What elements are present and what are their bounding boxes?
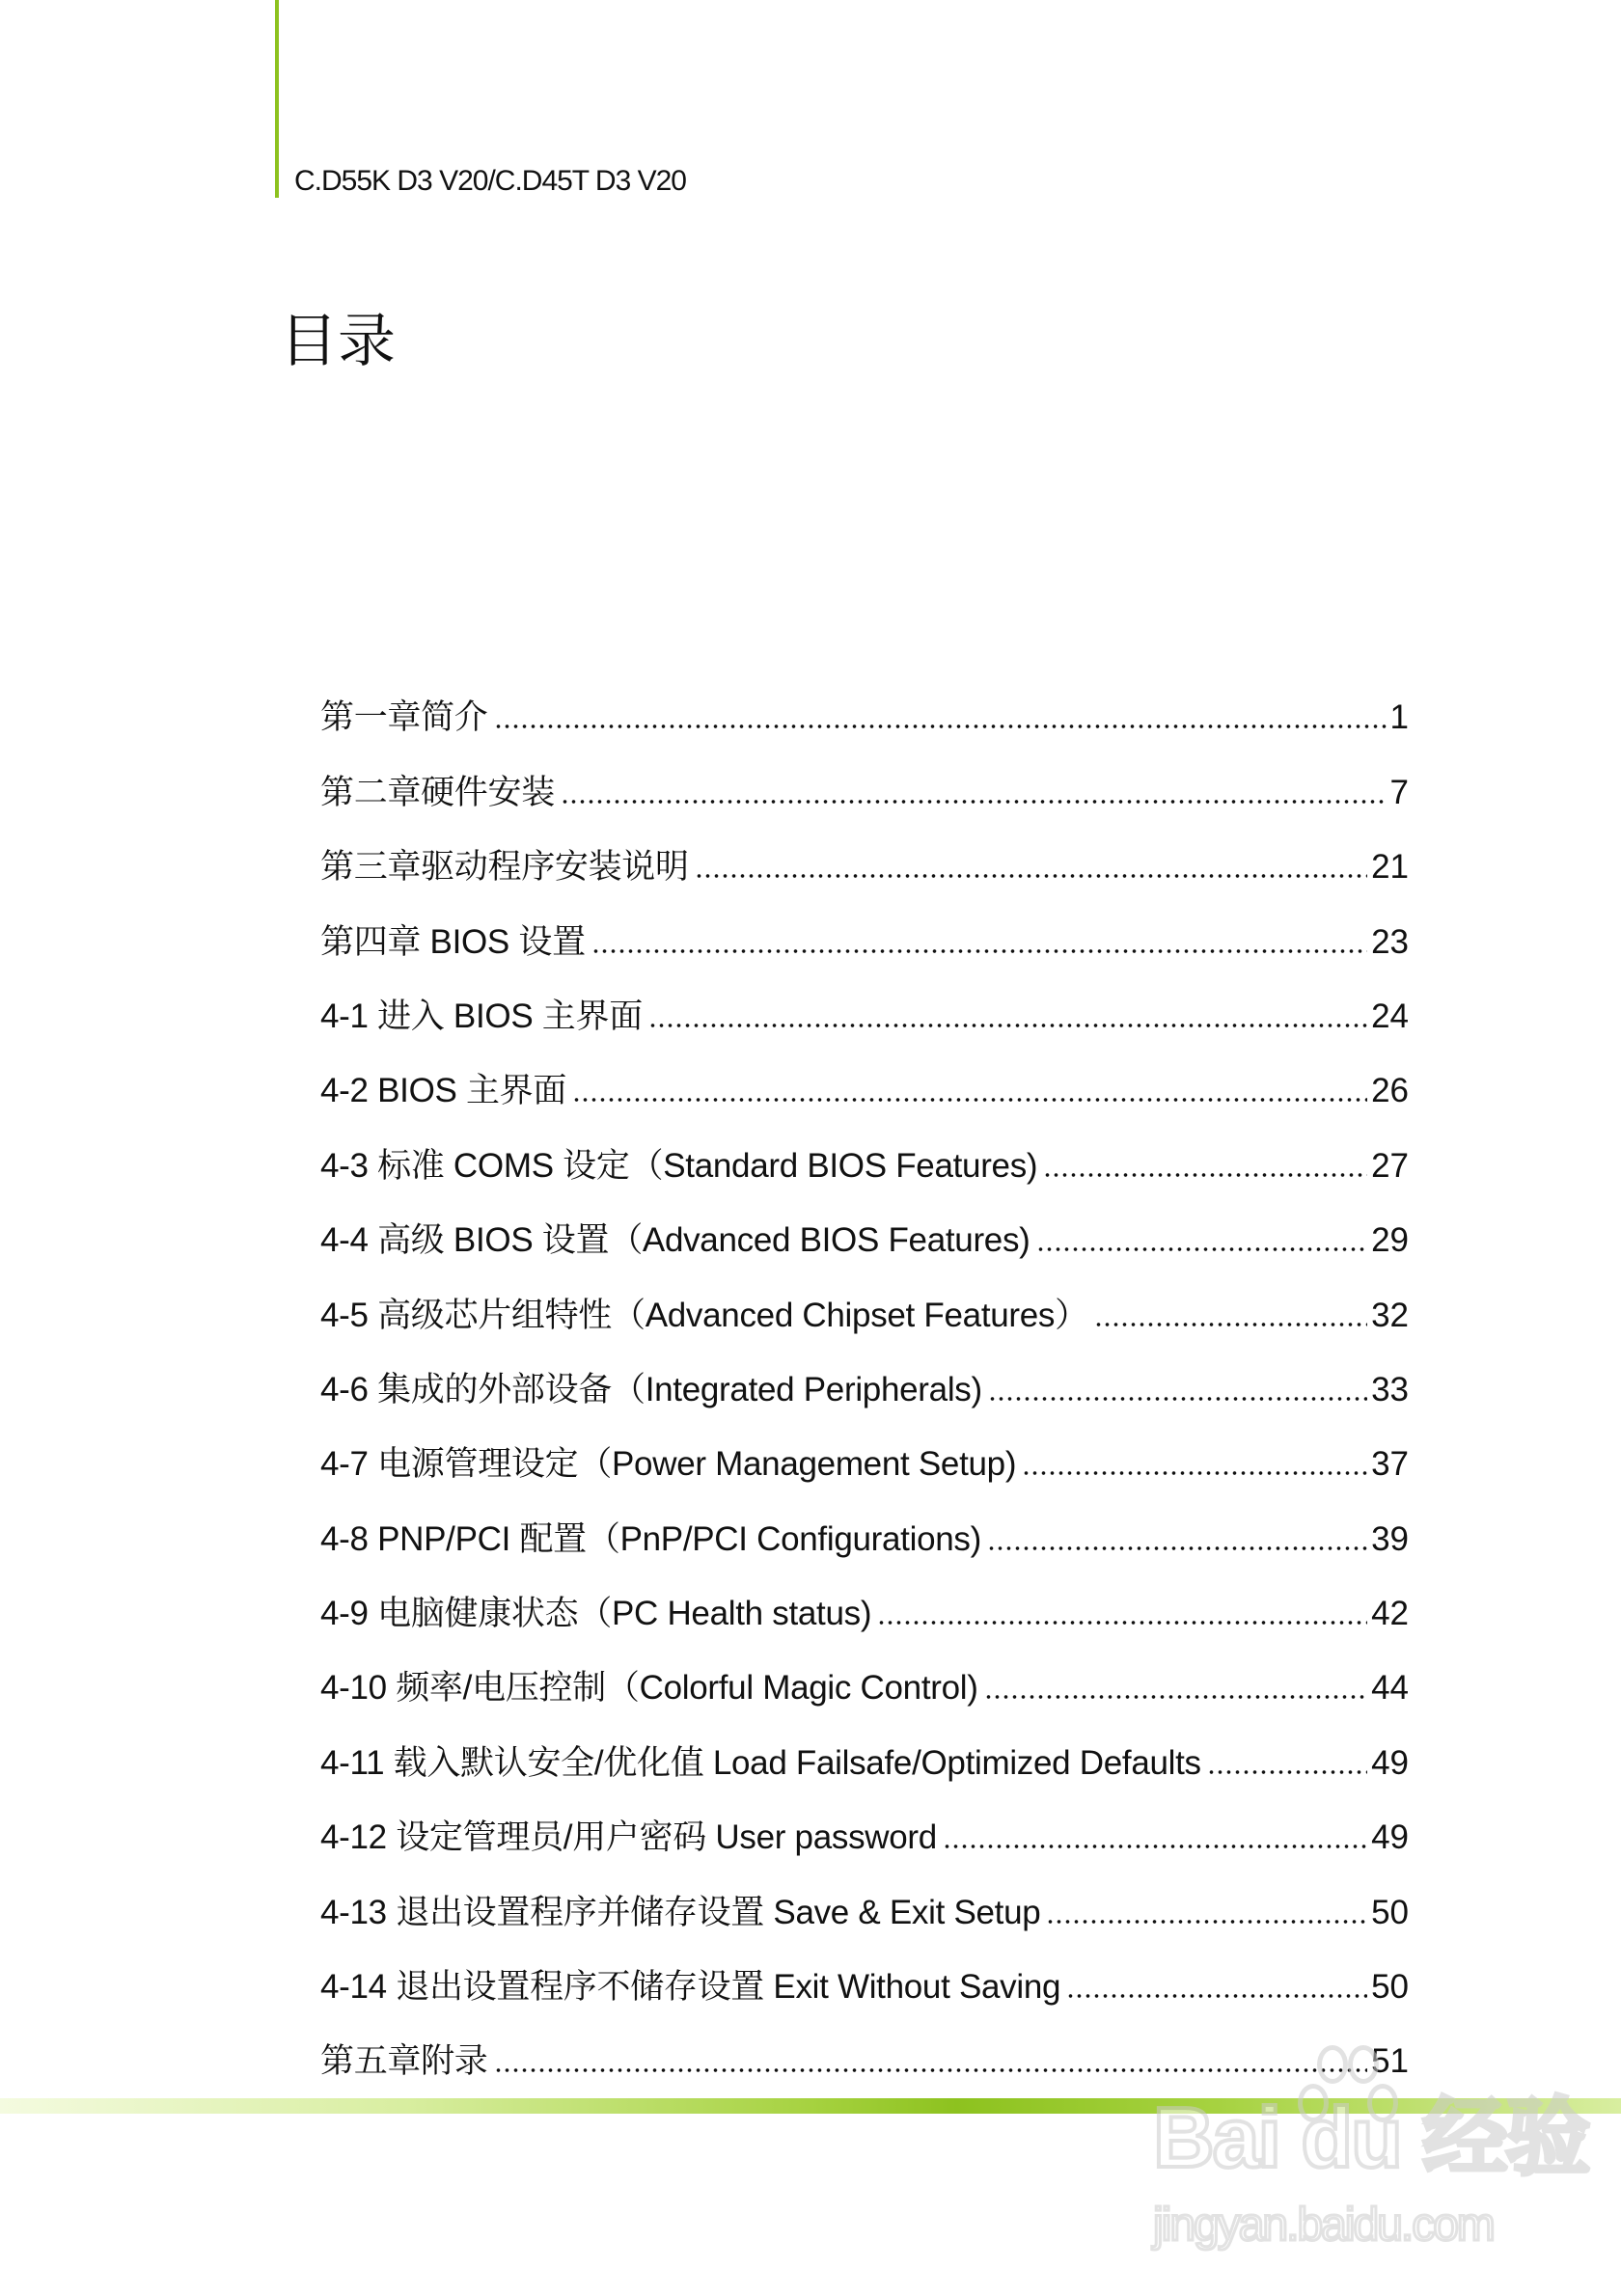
toc-entry-label: 4-10 频率/电压控制（Colorful Magic Control): [320, 1669, 978, 1708]
toc-entry-page: 24: [1371, 997, 1409, 1035]
toc-entry-page: 50: [1371, 1893, 1409, 1931]
dot-leader: [648, 1024, 1367, 1027]
toc-entry-label: 第三章驱动程序安装说明: [320, 848, 689, 887]
dot-leader: [695, 874, 1367, 878]
dot-leader: [494, 724, 1387, 728]
toc-entry-page: 32: [1371, 1296, 1409, 1334]
toc-entry-page: 37: [1371, 1445, 1409, 1484]
dot-leader: [1022, 1471, 1367, 1475]
toc-entry-page: 29: [1371, 1221, 1409, 1260]
toc-entry[interactable]: [320, 1858, 1409, 1932]
watermark-brand: Bai du 经验: [1153, 2090, 1589, 2185]
dot-leader: [1046, 1920, 1367, 1924]
toc-entry[interactable]: [320, 1708, 1409, 1783]
toc-entry[interactable]: [320, 1261, 1409, 1335]
toc-entry-label: 4-2 BIOS 主界面: [320, 1072, 567, 1110]
dot-leader: [572, 1098, 1367, 1102]
toc-entry-page: 23: [1371, 922, 1409, 961]
dot-leader: [1036, 1247, 1368, 1251]
toc-entry-page: 51: [1371, 2042, 1409, 2081]
toc-entry[interactable]: [320, 1933, 1409, 2008]
toc-entry-label: 4-3 标准 COMS 设定（Standard BIOS Features): [320, 1146, 1038, 1185]
toc-entry-label: 第一章简介: [320, 698, 488, 737]
toc-entry[interactable]: [320, 738, 1409, 812]
page-title: 目录: [280, 309, 396, 373]
toc-entry-page: 33: [1371, 1370, 1409, 1408]
dot-leader: [943, 1845, 1367, 1848]
toc-entry-label: 第二章硬件安装: [320, 773, 555, 811]
toc-entry[interactable]: [320, 1634, 1409, 1708]
dot-leader: [987, 1546, 1367, 1550]
toc-entry-label: 4-7 电源管理设定（Power Management Setup): [320, 1445, 1017, 1484]
toc-entry-page: 7: [1389, 773, 1409, 811]
dot-leader: [1066, 1994, 1367, 1998]
toc-entry[interactable]: [320, 1410, 1409, 1485]
toc-entry-label: 4-13 退出设置程序并储存设置 Save & Exit Setup: [320, 1893, 1041, 1931]
dot-leader: [1043, 1173, 1367, 1177]
toc-entry-label: 4-5 高级芯片组特性（Advanced Chipset Features）: [320, 1296, 1088, 1334]
toc-entry-page: 27: [1371, 1146, 1409, 1185]
dot-leader: [984, 1695, 1367, 1699]
toc-entry-label: 4-4 高级 BIOS 设置（Advanced BIOS Features): [320, 1221, 1030, 1260]
model-header: C.D55K D3 V20/C.D45T D3 V20: [294, 165, 686, 197]
toc-entry-page: 26: [1371, 1072, 1409, 1110]
toc-entry-label: 第五章附录: [320, 2042, 488, 2081]
dot-leader: [988, 1397, 1367, 1401]
toc-entry-page: 21: [1371, 848, 1409, 887]
toc-entry-page: 39: [1371, 1519, 1409, 1558]
toc-entry[interactable]: [320, 1560, 1409, 1634]
dot-leader: [1094, 1323, 1367, 1326]
toc-entry-page: 50: [1371, 1968, 1409, 2007]
toc-entry-page: 44: [1371, 1669, 1409, 1708]
toc-entry[interactable]: [320, 1111, 1409, 1186]
toc-entry[interactable]: [320, 1037, 1409, 1111]
toc-entry-label: 4-1 进入 BIOS 主界面: [320, 997, 643, 1035]
toc-entry-page: 1: [1389, 698, 1409, 737]
toc-entry-label: 4-12 设定管理员/用户密码 User password: [320, 1818, 937, 1857]
dot-leader: [561, 800, 1387, 804]
toc-entry-label: 第四章 BIOS 设置: [320, 922, 586, 961]
toc-entry-label: 4-11 载入默认安全/优化值 Load Failsafe/Optimized Defaults: [320, 1743, 1201, 1782]
toc-entry-page: 49: [1371, 1743, 1409, 1782]
header-accent-line: [275, 0, 279, 198]
toc-entry-label: 4-6 集成的外部设备（Integrated Peripherals): [320, 1370, 982, 1408]
watermark-url: jingyan.baidu.com: [1153, 2200, 1494, 2251]
toc-entry-label: 4-14 退出设置程序不储存设置 Exit Without Saving: [320, 1968, 1061, 2007]
dot-leader: [877, 1621, 1367, 1625]
dot-leader: [1207, 1770, 1367, 1774]
toc-entry[interactable]: [320, 1485, 1409, 1559]
toc-entry[interactable]: [320, 963, 1409, 1037]
toc-entry[interactable]: [320, 813, 1409, 888]
toc-entry[interactable]: [320, 1784, 1409, 1858]
toc-entry-page: 49: [1371, 1818, 1409, 1857]
toc-entry[interactable]: [320, 888, 1409, 962]
baidu-watermark: [1153, 2045, 1589, 2257]
toc-entry[interactable]: [320, 664, 1409, 738]
toc-entry[interactable]: [320, 1187, 1409, 1261]
toc-entry-label: 4-8 PNP/PCI 配置（PnP/PCI Configurations): [320, 1519, 981, 1558]
toc-entry-label: 4-9 电脑健康状态（PC Health status): [320, 1595, 872, 1633]
dot-leader: [591, 949, 1367, 953]
toc-entry[interactable]: [320, 1336, 1409, 1410]
toc-entry-page: 42: [1371, 1595, 1409, 1633]
table-of-contents: [320, 664, 1409, 2082]
